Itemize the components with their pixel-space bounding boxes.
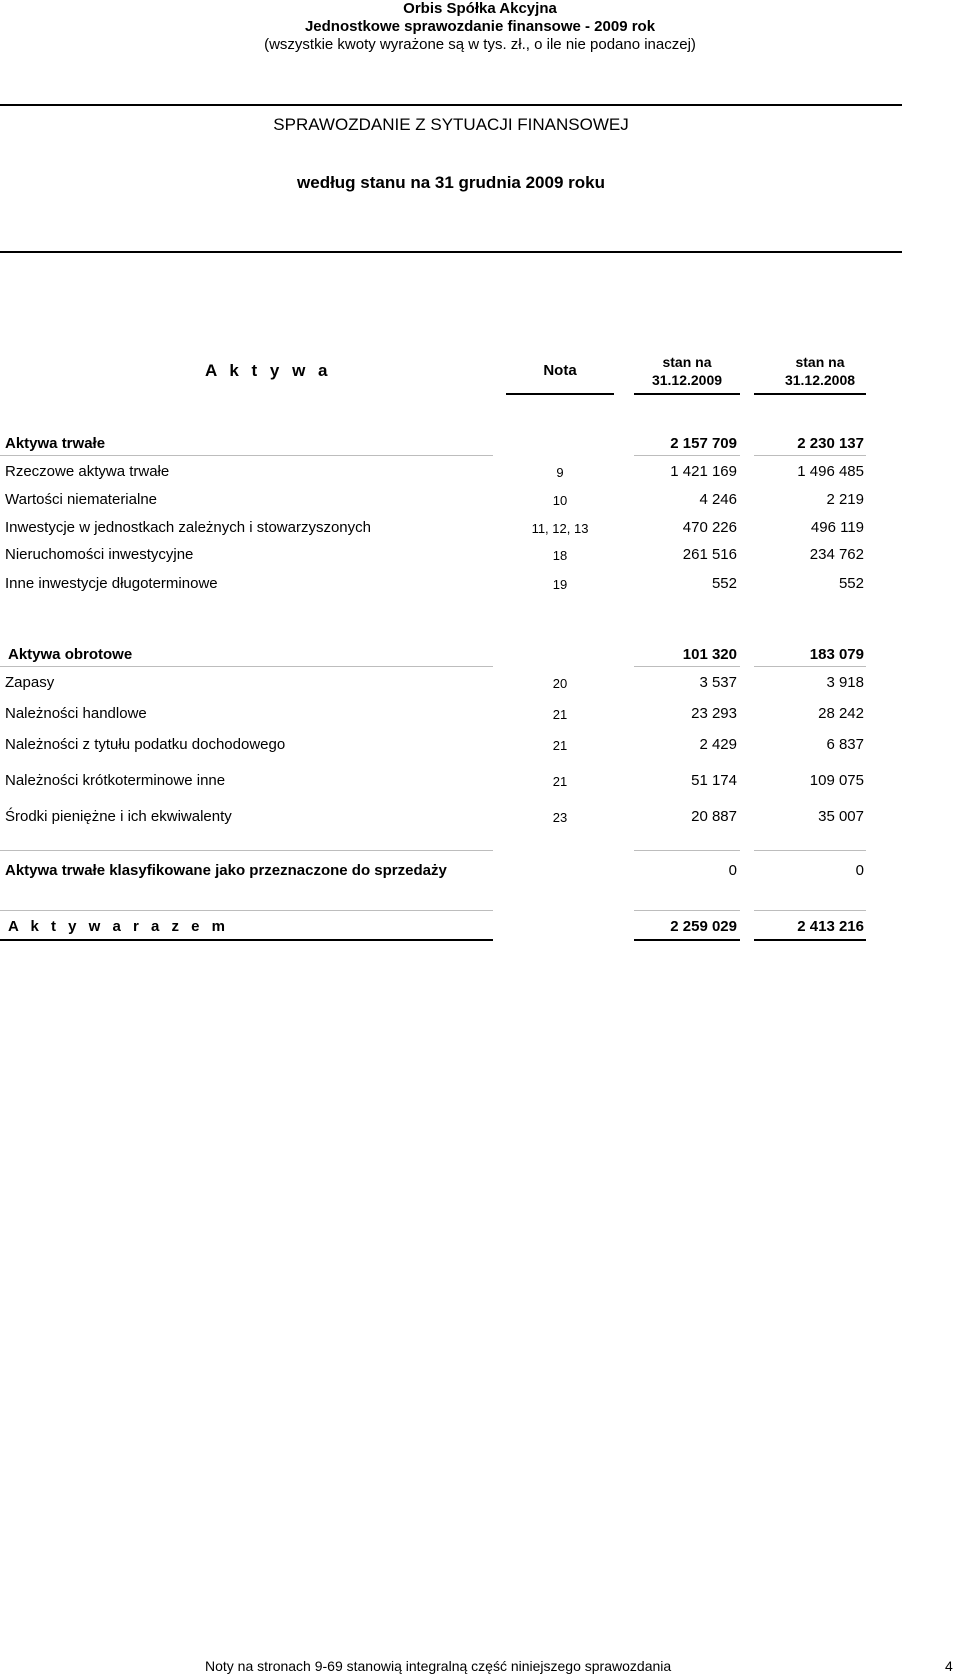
statement-subtitle: według stanu na 31 grudnia 2009 roku	[297, 173, 605, 192]
assets-header: A k t y w a	[205, 361, 332, 380]
total-bottom-rule	[0, 939, 493, 941]
nota-underline	[506, 393, 614, 395]
row-label: Zapasy	[5, 674, 55, 691]
col-2009-underline	[634, 393, 740, 395]
row-2009: 4 246	[699, 491, 737, 508]
col-2009-line2: 31.12.2009	[651, 372, 723, 388]
current-assets-2008: 183 079	[809, 646, 864, 663]
page-number: 4	[945, 1658, 953, 1674]
row-2008: 496 119	[810, 519, 864, 536]
row-2009: 20 887	[691, 808, 737, 825]
row-label: Należności handlowe	[5, 705, 147, 722]
row-label: Należności krótkoterminowe inne	[5, 772, 226, 789]
row-2009: 2 429	[699, 736, 737, 753]
current-assets-rule	[0, 666, 493, 667]
held-for-sale-2009: 0	[728, 862, 737, 879]
row-label: Wartości niematerialne	[5, 491, 157, 508]
current-assets-label: Aktywa obrotowe	[8, 646, 133, 663]
col-2008-header	[755, 353, 885, 389]
subtitle-rule	[0, 251, 902, 253]
total-top-rule-2008	[754, 910, 866, 911]
row-nota: 18	[552, 548, 568, 563]
total-top-rule-2009	[634, 910, 740, 911]
header-rule	[0, 104, 902, 106]
row-2009: 552	[711, 575, 737, 592]
total-top-rule	[0, 910, 493, 911]
total-assets-2009: 2 259 029	[670, 918, 737, 935]
col-2008-line1: stan na	[795, 354, 845, 370]
row-nota: 23	[552, 810, 568, 825]
row-2009: 261 516	[682, 546, 737, 563]
nota-header: Nota	[543, 362, 577, 379]
col-2008-line2: 31.12.2008	[784, 372, 856, 388]
row-nota: 19	[552, 577, 568, 592]
row-label: Środki pieniężne i ich ekwiwalenty	[5, 808, 232, 825]
fixed-assets-label: Aktywa trwałe	[5, 435, 106, 452]
row-2008: 35 007	[818, 808, 864, 825]
row-2008: 28 242	[818, 705, 864, 722]
row-nota: 9	[556, 465, 564, 480]
fixed-assets-2008: 2 230 137	[797, 435, 864, 452]
row-nota: 21	[552, 707, 568, 722]
total-bottom-rule-2009	[634, 939, 740, 941]
held-for-sale-rule-2008	[754, 850, 866, 851]
col-2008-underline	[754, 393, 866, 395]
row-2008: 552	[838, 575, 864, 592]
row-2008: 1 496 485	[797, 463, 864, 480]
row-label: Inwestycje w jednostkach zależnych i stowarzyszonych	[5, 519, 371, 536]
row-2008: 3 918	[826, 674, 864, 691]
footer-note: Noty na stronach 9-69 stanowią integralną część niniejszego sprawozdania	[205, 1658, 672, 1674]
row-nota: 11, 12, 13	[531, 521, 589, 536]
row-2008: 2 219	[826, 491, 864, 508]
row-2009: 23 293	[691, 705, 737, 722]
row-2008: 6 837	[826, 736, 864, 753]
fixed-assets-rule-2009	[634, 455, 740, 456]
row-nota: 21	[552, 774, 568, 789]
row-2009: 470 226	[682, 519, 737, 536]
current-assets-2009: 101 320	[682, 646, 737, 663]
row-2009: 51 174	[691, 772, 737, 789]
row-2008: 234 762	[809, 546, 864, 563]
statement-title: SPRAWOZDANIE Z SYTUACJI FINANSOWEJ	[273, 115, 629, 134]
row-nota: 21	[552, 738, 568, 753]
total-assets-2008: 2 413 216	[797, 918, 864, 935]
held-for-sale-rule	[0, 850, 493, 851]
row-2008: 109 075	[809, 772, 864, 789]
amounts-note: (wszystkie kwoty wyrażone są w tys. zł., o ile nie podano inaczej)	[264, 36, 696, 53]
col-2009-header	[622, 353, 752, 389]
current-assets-rule-2009	[634, 666, 740, 667]
row-nota: 20	[552, 676, 568, 691]
company-name: Orbis Spółka Akcyjna	[403, 0, 557, 17]
row-nota: 10	[552, 493, 568, 508]
held-for-sale-2008: 0	[855, 862, 864, 879]
total-bottom-rule-2008	[754, 939, 866, 941]
held-for-sale-label: Aktywa trwałe klasyfikowane jako przeznaczone do sprzedaży	[5, 862, 447, 879]
row-label: Rzeczowe aktywa trwałe	[5, 463, 170, 480]
row-2009: 3 537	[699, 674, 737, 691]
row-label: Należności z tytułu podatku dochodowego	[5, 736, 286, 753]
col-2009-line1: stan na	[662, 354, 712, 370]
fixed-assets-2009: 2 157 709	[670, 435, 737, 452]
row-2009: 1 421 169	[670, 463, 737, 480]
row-label: Inne inwestycje długoterminowe	[5, 575, 218, 592]
current-assets-rule-2008	[754, 666, 866, 667]
total-assets-label: A k t y w a r a z e m	[8, 918, 229, 935]
row-label: Nieruchomości inwestycyjne	[5, 546, 194, 563]
report-name: Jednostkowe sprawozdanie finansowe - 2009 rok	[304, 18, 656, 35]
fixed-assets-rule-2008	[754, 455, 866, 456]
fixed-assets-rule	[0, 455, 493, 456]
held-for-sale-rule-2009	[634, 850, 740, 851]
